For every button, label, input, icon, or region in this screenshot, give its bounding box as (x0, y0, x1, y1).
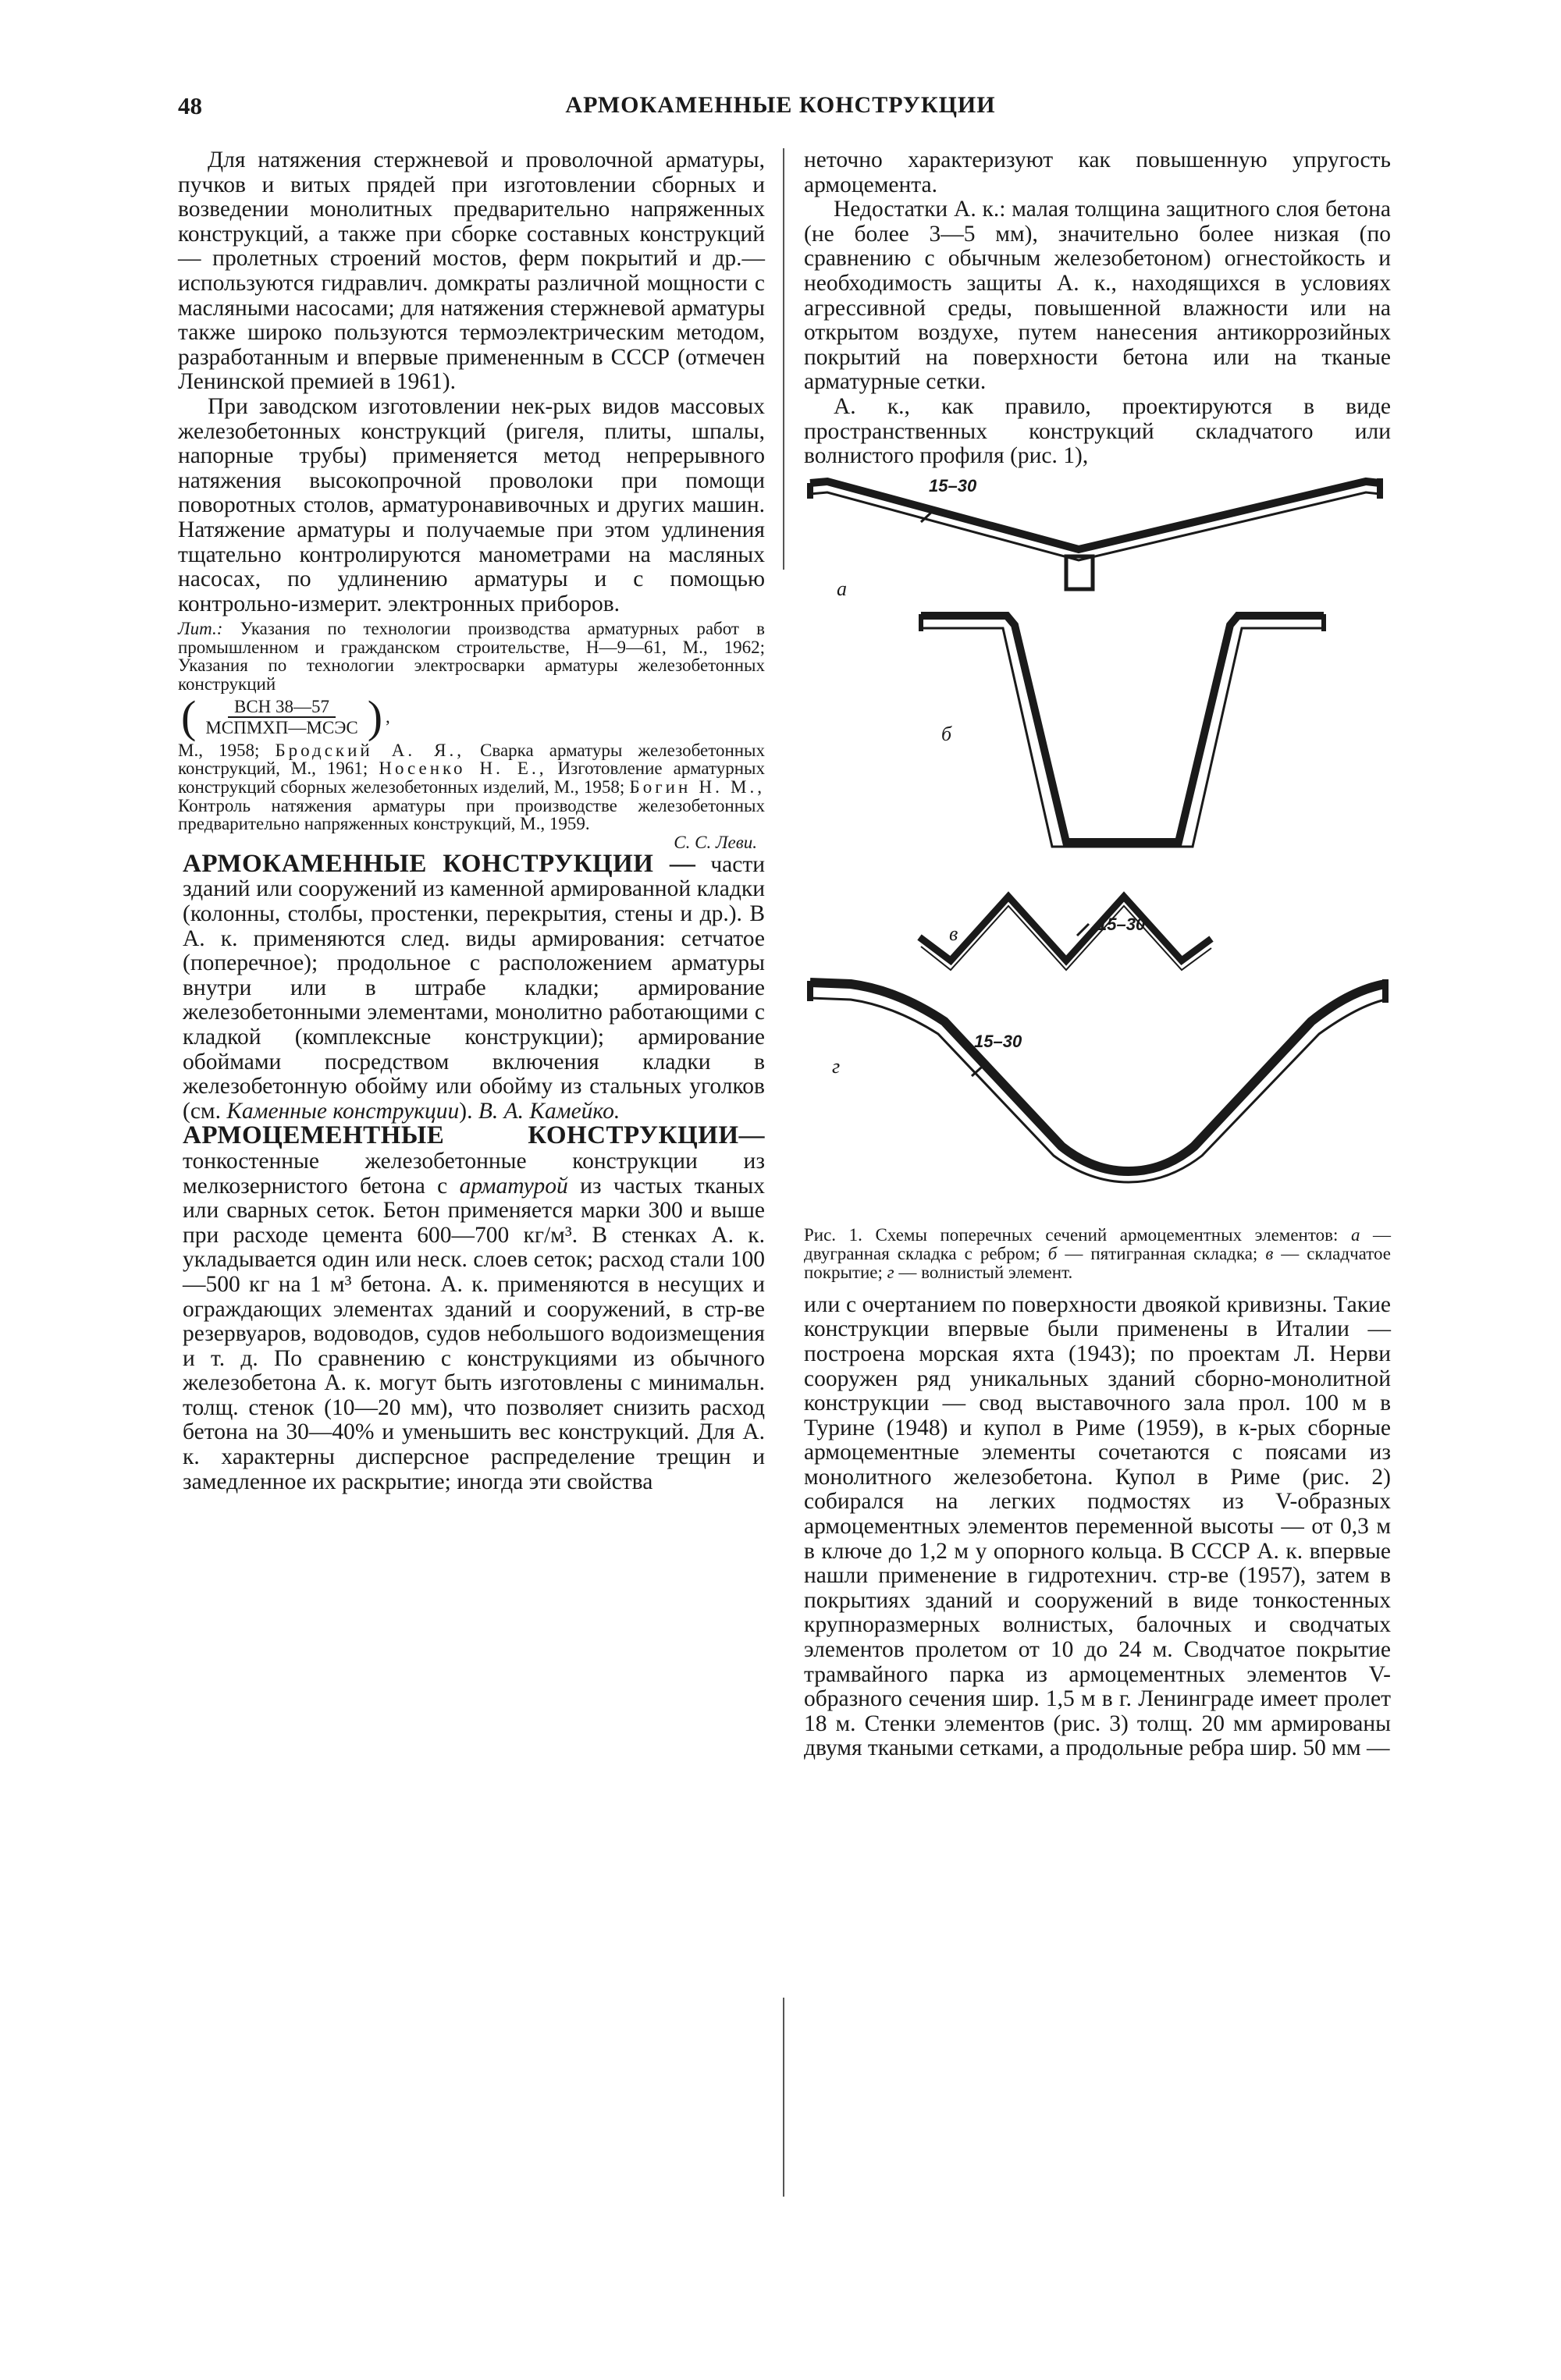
xref-kamennye: Каменные конструкции (226, 1098, 460, 1124)
fraction-comma: , (386, 707, 390, 727)
literature-part-3: Сварка арматуры железобетонных конструкций, М., 1961; (178, 740, 766, 779)
section-v-drawing (919, 897, 1211, 970)
headword-armokamennye: АРМОКАМЕННЫЕ КОНСТРУКЦИИ (183, 849, 654, 878)
xref-armatura: арматурой (459, 1173, 568, 1199)
caption-key-b: б (1047, 1243, 1058, 1263)
entry-armokamennye-text: части зданий или сооружений из каменной армированной кладки (колонны, столбы, простенки, перекрытия, стены и др.). В А. к. применяются след. виды армирования: сетчатое (поперечное); продольное с расположением арматуры внутри или в штрабе кладки; армирование железобетонными элементами, монолитно работающими с кладкой (комплексные конструкции); армирование обоймами посредством включения кладки в железобетонную обойму или обойму из стальных уголков (см. (183, 851, 766, 1124)
signature-levi: С. С. Леви. (674, 832, 757, 852)
figure-label-v: в (949, 922, 958, 945)
signature-kameyko: В. А. Камейко. (478, 1098, 620, 1124)
entry-armocementnye-text-2: из частых тканых или сварных сеток. Бетон применяется марки 300 и выше при расходе цемента 600—700 кг/м³. В стенках А. к. укладывается один или неск. слоев сеток; расход стали 100—500 кг на 1 м³ бетона. А. к. применяются в несущих и ограждающих элементах зданий и сооружений, в стр-ве резервуаров, водоводов, судов небольшого водоизмещения и т. д. По сравнению с конструкциями из обычного железобетона А. к. могут быть изготовлены с минимальн. толщ. стенок (10—20 мм), что позволяет снизить расход бетона на 30—40% и уменьшить вес конструкций. Для А. к. характерны дисперсное распределение трещин и замедленное их раскрытие; иногда эти свойства (183, 1173, 765, 1494)
left-column (178, 148, 765, 1494)
figure-label-b: б (941, 722, 952, 745)
caption-text-v: — складчатое покрытие; (804, 1243, 1391, 1282)
figure-label-a: а (837, 577, 847, 600)
caption-key-a: а (1350, 1224, 1360, 1245)
dimension-label-a: 15–30 (929, 475, 977, 496)
literature-block (178, 620, 765, 852)
section-a-drawing (810, 478, 1380, 589)
caption-key-g: г (887, 1262, 894, 1282)
section-g-drawing (810, 979, 1385, 1182)
cross-sections-drawing (804, 475, 1391, 1217)
entry-armocementnye-text-1: тонкостенные железобетонные конструкции из мелкозернистого бетона с (183, 1148, 765, 1199)
headword-dash-1: — (653, 849, 696, 878)
document-code-fraction (199, 698, 364, 737)
paragraph-elasticity: неточно характеризуют как повышенную упругость армоцемента. (804, 147, 1391, 197)
figure-label-g: г (832, 1054, 841, 1078)
entry-armokamennye-end: ). (459, 1098, 473, 1124)
caption-text-b: — пятигранная складка; (1065, 1243, 1258, 1263)
paren-close: ) (367, 691, 383, 743)
literature-text-2 (178, 741, 765, 833)
figure-1-cross-sections (804, 475, 1391, 1217)
section-b-drawing (921, 614, 1324, 847)
column-divider-top (783, 148, 784, 570)
headword-armocementnye: АРМОЦЕМЕНТНЫЕ КОНСТРУКЦИИ (183, 1121, 739, 1150)
column-divider-bottom (783, 1998, 784, 2197)
literature-part-2: М., 1958; (178, 740, 260, 760)
fraction-denominator: МСПМХП—МСЭС (205, 718, 358, 738)
paragraph-tensioning: Для натяжения стержневой и проволочной арматуры, пучков и витых прядей при изготовлении сборных и возведении монолитных предварительно напряженных конструкций, а также при сборке составных конструкций — пролетных строений мостов, ферм покрытий и др.— используются гидравлич. домкраты различной мощности с масляными насосами; для натяжения стержневой арматуры также широко пользуются термоэлектрическим методом, разработанным и впервые примененным в СССР (отмечен Ленинской премией в 1961). (178, 147, 765, 395)
literature-label: Лит.: (178, 619, 223, 639)
paragraph-history: или с очертанием по поверхности двоякой кривизны. Такие конструкции впервые были применены в Италии — построена морская яхта (1943); по проектам Л. Нерви сооружен ряд уникальных зданий сборно-монолитной конструкции — свод выставочного зала прол. 100 м в Турине (1948) и купол в Риме (1959), в к-рых сборные армоцементные элементы сочетаются с поясами из монолитного железобетона. Купол в Риме (рис. 2) собирался на легких подмостях из V-образных армоцементных элементов переменной высоты — от 0,3 м в ключе до 1,2 м у опорного кольца. В СССР А. к. впервые нашли применение в гидротехнич. стр-ве (1957), затем в покрытиях зданий и сооружений в виде тонкостенных крупноразмерных волнистых, балочных и сводчатых элементов пролетом от 10 до 24 м. Сводчатое покрытие трамвайного парка из армоцементных элементов V-образного сечения шир. 1,5 м в г. Ленинграде имеет пролет 18 м. Стенки элементов (рис. 3) толщ. 20 мм армированы двумя ткаными сетками, а продольные ребра шир. 50 мм — (804, 1291, 1391, 1761)
running-title: АРМОКАМЕННЫЕ КОНСТРУКЦИИ (565, 92, 996, 118)
dimension-label-g: 15–30 (974, 1031, 1022, 1051)
author-brodsky: Бродский А. Я., (275, 740, 464, 760)
paragraph-factory-production: При заводском изготовлении нек-рых видов массовых железобетонных конструкций (ригеля, плиты, шпалы, напорные трубы) применяется метод непрерывного натяжения высокопрочной проволоки при помощи поворотных столов, арматуронавивочных и других машин. Натяжение арматуры и получаемые при этом удлинения тщательно контролируются манометрами на масляных насосах, по удлинению арматуры и с помощью контрольно-измерит. электронных приборов. (178, 393, 765, 616)
author-nosenko: Носенко Н. Е., (379, 758, 547, 779)
paragraph-drawbacks: Недостатки А. к.: малая толщина защитного слоя бетона (не более 3—5 мм), значительно более низкая (по сравнению с обычным железобетоном) огнестойкость и необходимость защиты А. к., находящихся в условиях агрессивной среды, повышенной влажности или на открытом воздухе, путем нанесения антикоррозийных покрытий на поверхности бетона или на тканые арматурные сетки. (804, 197, 1391, 395)
literature-part-5: Контроль натяжения арматуры при производстве железобетонных предварительно напряженных конструкций, М., 1959. (178, 795, 765, 834)
fraction-numerator: ВСН 38—57 (228, 698, 336, 719)
entry-armokamennye (178, 849, 766, 1124)
dimension-label-v: 15–30 (1097, 914, 1146, 934)
right-column (804, 148, 1391, 1761)
paren-open: ( (181, 691, 197, 743)
figure-1-caption (804, 1226, 1391, 1282)
caption-lead: Рис. 1. Схемы поперечных сечений армоцементных элементов: (804, 1224, 1339, 1245)
author-bogin: Богин Н. М., (629, 777, 765, 797)
caption-text-g: — волнистый элемент. (898, 1262, 1073, 1282)
headword-dash-2: — (738, 1121, 765, 1150)
page-number: 48 (178, 92, 202, 119)
entry-armocementnye (178, 1121, 765, 1494)
paragraph-profiles: А. к., как правило, проектируются в виде пространственных конструкций складчатого или волнистого профиля (рис. 1), (804, 393, 1391, 469)
page-header (0, 92, 1561, 131)
caption-key-v: в (1265, 1243, 1274, 1263)
literature-text-1 (178, 620, 765, 693)
literature-fraction-row (178, 691, 765, 743)
literature-part-4: Изготовление арматурных конструкций сборных железобетонных изделий, М., 1958; (178, 758, 766, 797)
literature-part-1: Указания по технологии производства арматурных работ в промышленном и гражданском строительстве, Н—9—61, М., 1962; Указания по технологии электросварки арматуры железобетонных конструкций (178, 619, 765, 694)
caption-text-a: — двугранная складка с ребром; (804, 1224, 1392, 1263)
